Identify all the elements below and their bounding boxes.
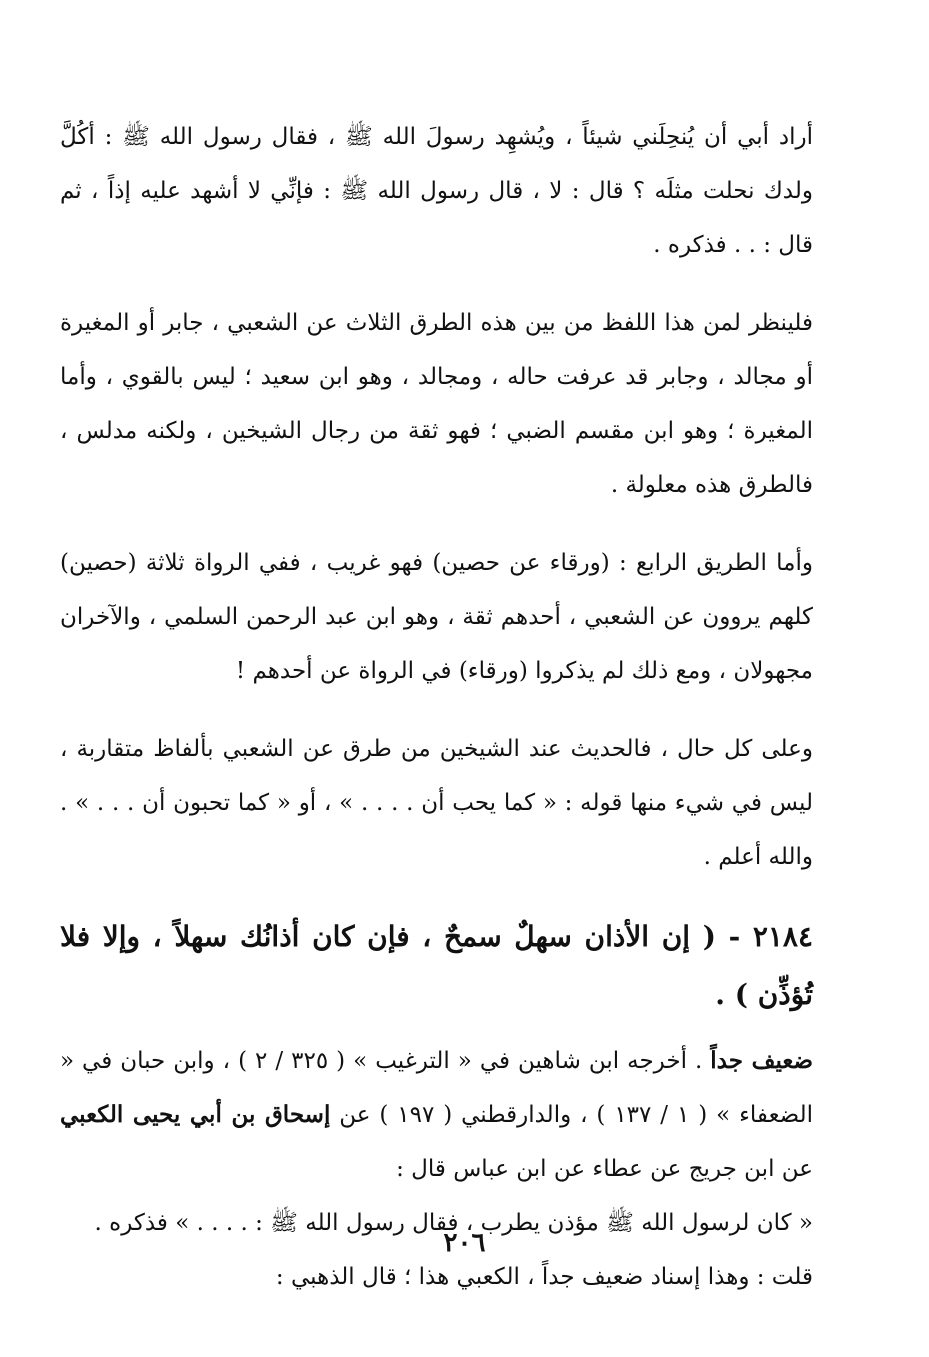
page-body [60,110,813,1304]
hadith-title: ٢١٨٤ - ( إن الأذان سهلٌ سمحٌ ، فإن كان أذانُك سهلاً ، وإلا فلا تُؤذِّن ) . [60,920,813,1011]
spacer [60,512,813,536]
narrator-name: إسحاق بن أبي يحيى الكعبي [60,1101,331,1128]
spacer [60,1024,813,1034]
spacer [60,698,813,722]
paragraph-2: فلينظر لمن هذا اللفظ من بين هذه الطرق الثلاث عن الشعبي ، جابر أو المغيرة أو مجالد ، وجابر قد عرفت حاله ، ومجالد ، وهو ابن سعيد ؛ ليس بالقوي ، وأما المغيرة ؛ وهو ابن مقسم الضبي ؛ فهو ثقة من رجال الشيخين ، ولكنه مدلس ، فالطرق هذه معلولة . [60,310,813,498]
spacer [60,884,813,908]
isnad-text: عن ابن جريج عن عطاء عن ابن عباس قال : [396,1156,813,1182]
paragraph-6: « كان لرسول الله ﷺ مؤذن يطرب ، فقال رسول الله ﷺ : . . . . » فذكره . [94,1210,813,1236]
paragraph-7: قلت : وهذا إسناد ضعيف جداً ، الكعبي هذا ؛ قال الذهبي : [275,1264,813,1290]
paragraph-3: وأما الطريق الرابع : (ورقاء عن حصين) فهو غريب ، ففي الرواة ثلاثة (حصين) كلهم يروون عن الشعبي ، أحدهم ثقة ، وهو ابن عبد الرحمن السلمي ، والآخران مجهولان ، ومع ذلك لم يذكروا (ورقاء) في الرواة عن أحدهم ! [60,550,813,684]
grading-label: ضعيف جداً [710,1047,814,1074]
page-number: ٢٠٦ [443,1228,486,1258]
spacer [60,272,813,296]
paragraph-1: أراد أبي أن يُنحِلَني شيئاً ، ويُشهِد رسولَ الله ﷺ ، فقال رسول الله ﷺ : أكُلَّ ولدك نحلت مثلَه ؟ قال : لا ، قال رسول الله ﷺ : فإنِّي لا أشهد عليه إذاً ، ثم قال : . . فذكره . [60,124,813,258]
paragraph-4: وعلى كل حال ، فالحديث عند الشيخين من طرق عن الشعبي بألفاظ متقاربة ، ليس في شيء منها قوله : « كما يحب أن . . . . » ، أو « كما تحبون أن . . . » . والله أعلم . [60,736,813,870]
takhrij-text: . أخرجه ابن شاهين في « الترغيب » ( ٣٢٥ / ٢ ) ، وابن حبان في « الضعفاء » ( ١ / ١٣٧ ) ، والدارقطني ( ١٩٧ ) عن [60,1048,814,1128]
paragraph-5 [60,1034,813,1196]
